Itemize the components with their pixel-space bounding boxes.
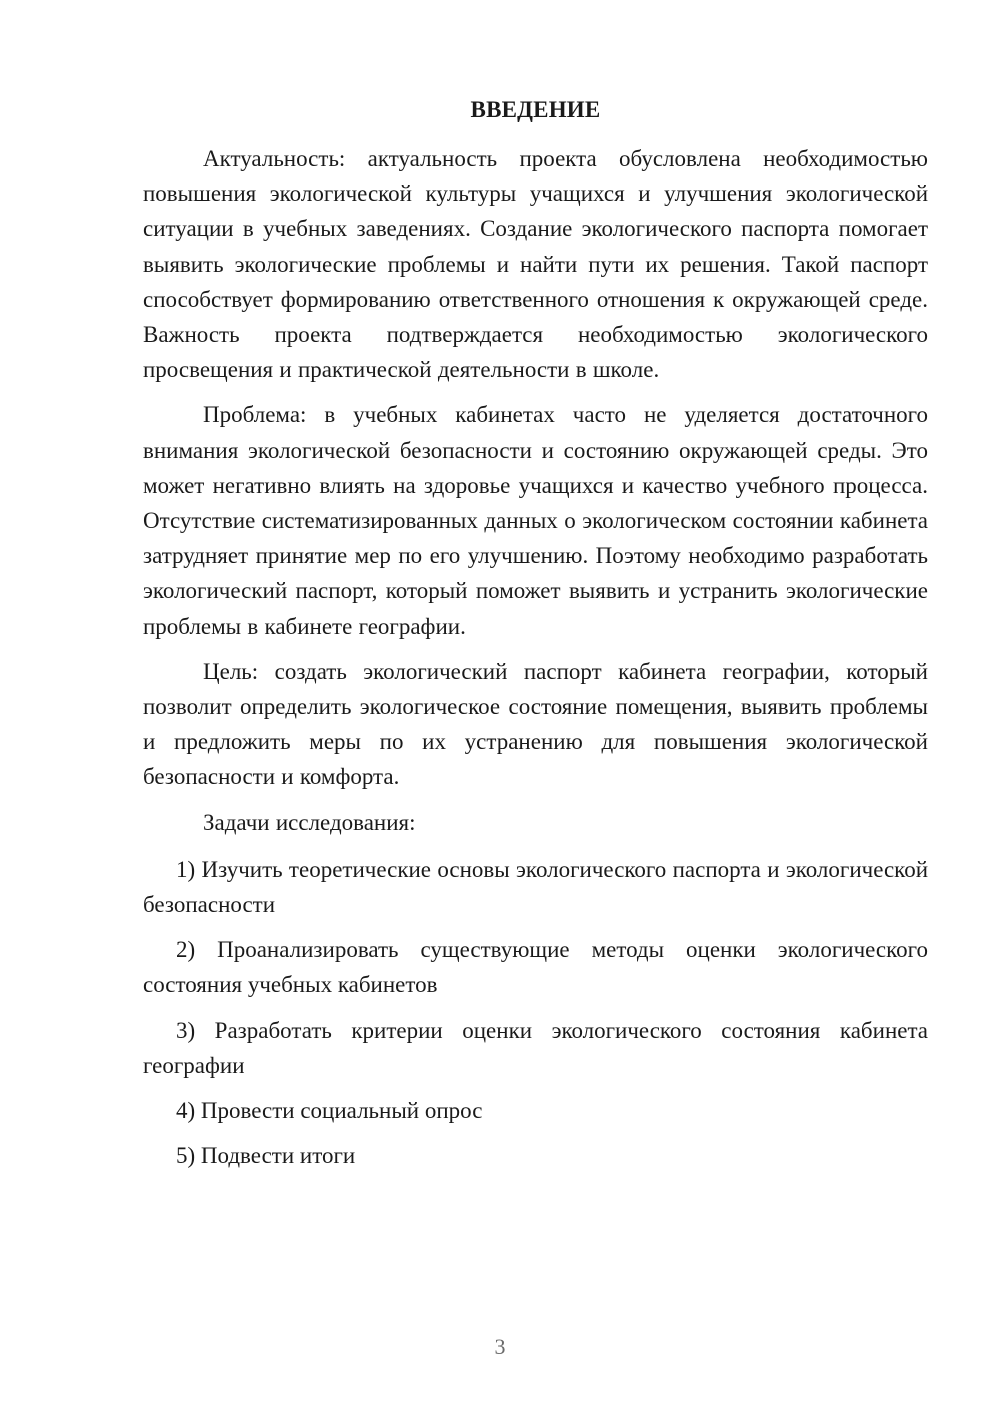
tasks-heading: Задачи исследования: — [203, 809, 416, 835]
task-item: 5) Подвести итоги — [176, 1143, 356, 1169]
task-item: 3) Разработать критерии оценки экологического состояния кабинета географии — [143, 1017, 928, 1078]
paragraph-relevance: Актуальность: актуальность проекта обусловлена необходимостью повышения экологической культуры учащихся и улучшения экологической ситуации в учебных заведениях. Создание экологического паспорта помогает выявить экологические проблемы и найти пути их решения. Такой паспорт способствует формированию ответственного отношения к окружающей среде. Важность проекта подтверждается необходимостью экологического просвещения и практической деятельности в школе. — [143, 146, 928, 383]
page-number: 3 — [494, 1334, 506, 1359]
task-list — [143, 852, 928, 1174]
paragraph-problem: Проблема: в учебных кабинетах часто не уделяется достаточного внимания экологической безопасности и состоянию окружающей среды. Это может негативно влиять на здоровье учащихся и качество учебного процесса. Отсутствие систематизированных данных о экологическом состоянии кабинета затрудняет принятие мер по его улучшению. Поэтому необходимо разработать экологический паспорт, который поможет выявить и устранить экологические проблемы в кабинете географии. — [143, 402, 928, 639]
page-title: ВВЕДЕНИЕ — [470, 97, 601, 122]
document-body — [143, 92, 928, 1183]
task-item: 4) Провести социальный опрос — [176, 1098, 483, 1124]
paragraph-goal: Цель: создать экологический паспорт кабинета географии, который позволит определить экологическое состояние помещения, выявить проблемы и предложить меры по их устранению для повышения экологической безопасности и комфорта. — [143, 658, 928, 790]
task-item: 1) Изучить теоретические основы экологического паспорта и экологической безопасности — [143, 856, 928, 918]
task-item: 2) Проанализировать существующие методы оценки экологического состояния учебных кабинетов — [143, 937, 928, 998]
